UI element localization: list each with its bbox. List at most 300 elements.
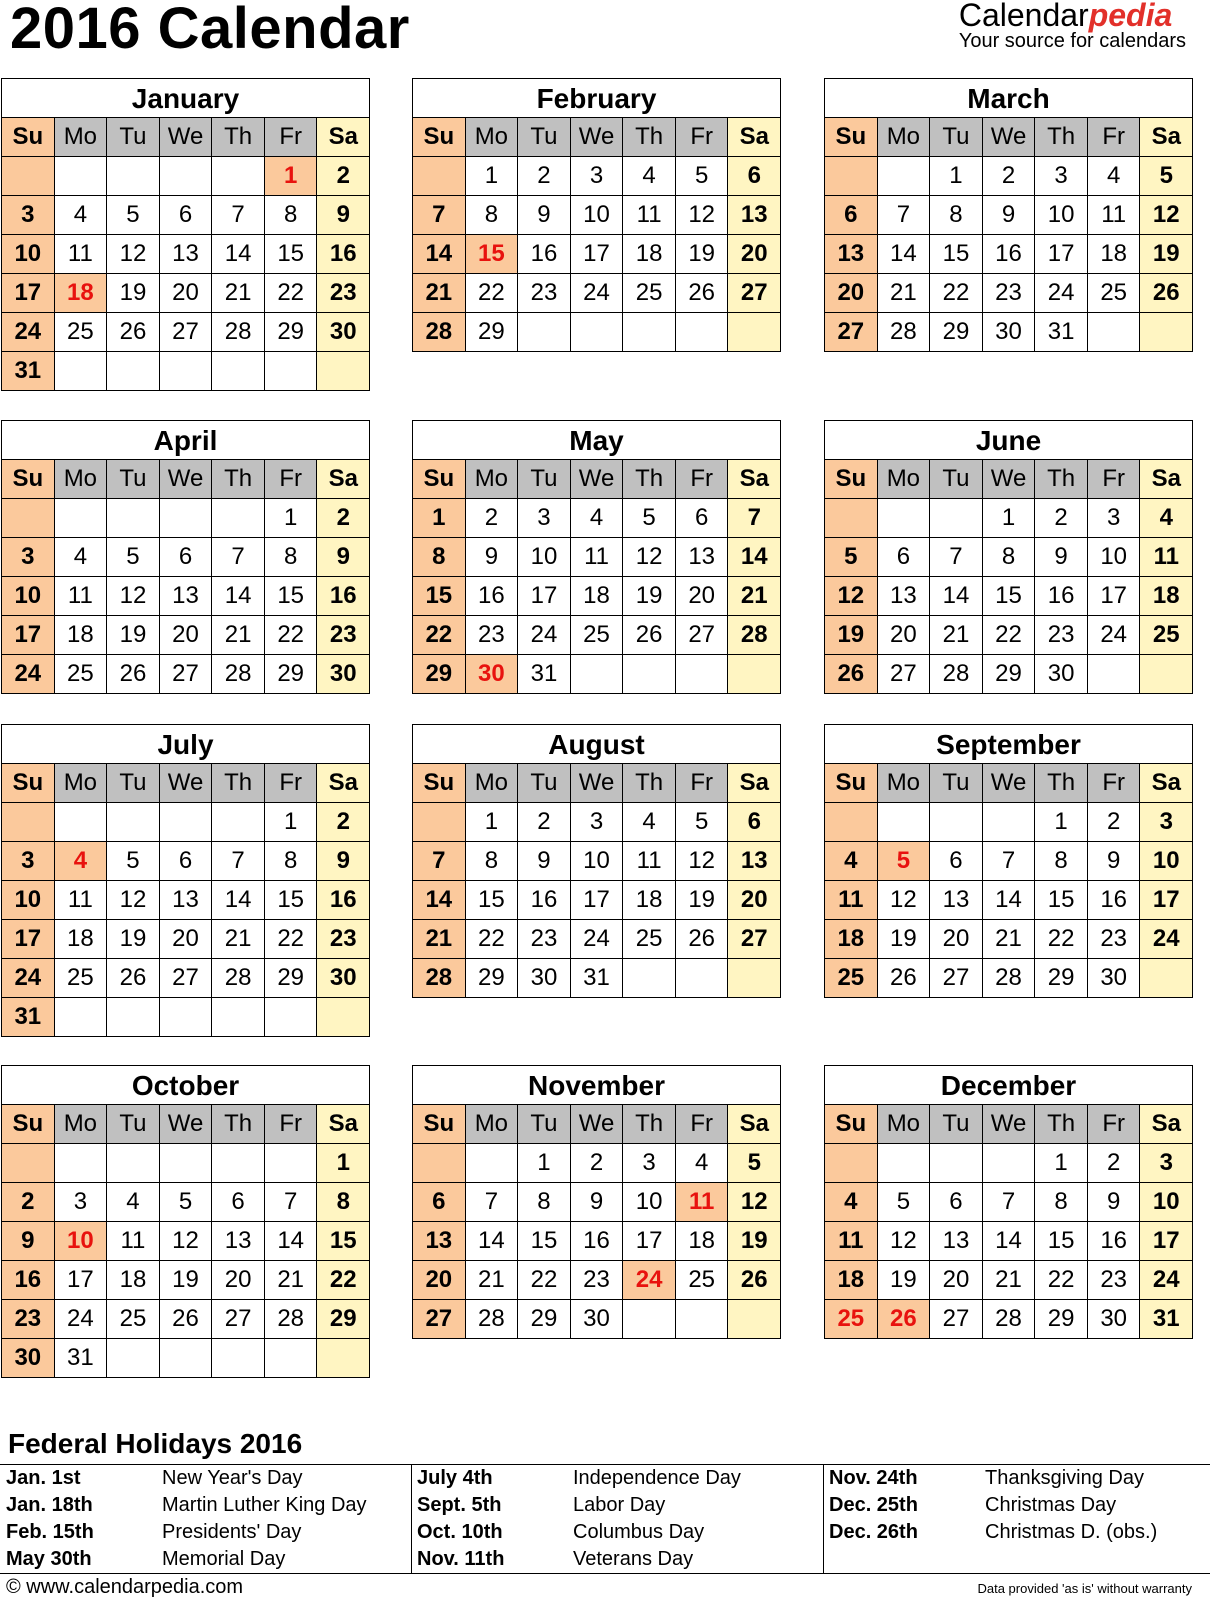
day-cell: 28 <box>212 959 265 997</box>
empty-day-cell <box>55 499 108 537</box>
day-cell: 9 <box>1088 842 1141 880</box>
weekday-header: Fr <box>676 460 729 498</box>
day-cell: 7 <box>983 1183 1036 1221</box>
day-cell: 21 <box>212 616 265 654</box>
weekday-header-row <box>825 1105 1192 1144</box>
day-cell: 16 <box>317 577 369 615</box>
day-cell: 19 <box>878 1261 931 1299</box>
day-cell: 11 <box>55 881 108 919</box>
day-cell: 7 <box>728 499 780 537</box>
day-cell: 14 <box>930 577 983 615</box>
day-cell: 16 <box>317 881 369 919</box>
column-divider <box>823 1465 824 1573</box>
week-row <box>413 1144 780 1183</box>
day-cell: 25 <box>825 1300 878 1338</box>
day-cell: 21 <box>413 274 466 312</box>
empty-day-cell <box>265 998 318 1036</box>
day-cell: 13 <box>160 235 213 273</box>
holiday-row <box>0 1519 400 1546</box>
day-cell: 11 <box>55 235 108 273</box>
holiday-name: Christmas D. (obs.) <box>985 1521 1158 1543</box>
week-row <box>825 655 1192 693</box>
day-cell: 6 <box>676 499 729 537</box>
day-cell: 26 <box>107 959 160 997</box>
empty-day-cell <box>676 313 729 351</box>
day-cell: 17 <box>2 616 55 654</box>
weekday-header: Th <box>1035 460 1088 498</box>
day-cell: 2 <box>1035 499 1088 537</box>
day-cell: 29 <box>317 1300 369 1338</box>
day-cell: 18 <box>1140 577 1192 615</box>
day-cell: 15 <box>265 881 318 919</box>
week-row <box>413 655 780 693</box>
weekday-header: Fr <box>676 118 729 156</box>
weekday-header: We <box>983 764 1036 802</box>
month-name: June <box>825 421 1192 460</box>
day-cell: 11 <box>107 1222 160 1260</box>
day-cell: 10 <box>1140 1183 1192 1221</box>
weekday-header: Mo <box>878 460 931 498</box>
day-cell: 13 <box>160 577 213 615</box>
month-february <box>412 78 781 352</box>
weekday-header: Th <box>623 460 676 498</box>
holiday-row <box>411 1519 811 1546</box>
day-cell: 16 <box>518 235 571 273</box>
empty-day-cell <box>107 1144 160 1182</box>
day-cell: 18 <box>825 920 878 958</box>
weekday-header: We <box>160 118 213 156</box>
weekday-header: Mo <box>55 460 108 498</box>
empty-day-cell <box>413 1144 466 1182</box>
empty-day-cell <box>930 803 983 841</box>
day-cell: 20 <box>878 616 931 654</box>
weekday-header: Su <box>2 118 55 156</box>
day-cell: 15 <box>265 577 318 615</box>
day-cell: 8 <box>265 538 318 576</box>
holiday-name: Independence Day <box>573 1467 741 1489</box>
weekday-header: Su <box>2 460 55 498</box>
day-cell: 7 <box>466 1183 519 1221</box>
week-row <box>2 881 369 920</box>
day-cell: 12 <box>878 1222 931 1260</box>
day-cell: 6 <box>413 1183 466 1221</box>
day-cell: 27 <box>413 1300 466 1338</box>
day-cell: 25 <box>571 616 624 654</box>
weekday-header-row <box>2 460 369 499</box>
week-row <box>825 157 1192 196</box>
day-cell: 21 <box>212 920 265 958</box>
day-cell: 29 <box>983 655 1036 693</box>
empty-day-cell <box>212 998 265 1036</box>
empty-day-cell <box>623 959 676 997</box>
day-cell: 24 <box>571 920 624 958</box>
weekday-header: Mo <box>466 118 519 156</box>
day-cell: 21 <box>466 1261 519 1299</box>
week-row <box>413 196 780 235</box>
day-cell: 29 <box>413 655 466 693</box>
day-cell: 4 <box>107 1183 160 1221</box>
weekday-header: Sa <box>728 460 780 498</box>
column-divider <box>411 1465 412 1573</box>
day-cell: 20 <box>676 577 729 615</box>
empty-day-cell <box>160 157 213 195</box>
day-cell: 8 <box>1035 842 1088 880</box>
weekday-header: Th <box>623 764 676 802</box>
empty-day-cell <box>160 803 213 841</box>
holiday-name: Martin Luther King Day <box>162 1494 367 1516</box>
month-march <box>824 78 1193 352</box>
empty-day-cell <box>55 803 108 841</box>
day-cell: 1 <box>317 1144 369 1182</box>
brand-name-part2: pedia <box>1088 0 1173 33</box>
day-cell: 1 <box>466 803 519 841</box>
empty-day-cell <box>930 499 983 537</box>
day-cell: 17 <box>571 235 624 273</box>
week-row <box>413 1222 780 1261</box>
empty-day-cell <box>930 1144 983 1182</box>
day-cell: 30 <box>317 959 369 997</box>
holiday-row <box>411 1465 811 1492</box>
day-cell: 13 <box>413 1222 466 1260</box>
weekday-header: Mo <box>55 1105 108 1143</box>
day-cell: 11 <box>825 881 878 919</box>
empty-day-cell <box>55 157 108 195</box>
weekday-header: Mo <box>878 1105 931 1143</box>
weekday-header: We <box>160 764 213 802</box>
week-row <box>825 235 1192 274</box>
month-name: November <box>413 1066 780 1105</box>
footer-note: Data provided 'as is' without warranty <box>977 1581 1192 1596</box>
week-row <box>825 1300 1192 1338</box>
day-cell: 3 <box>1140 1144 1192 1182</box>
day-cell: 3 <box>623 1144 676 1182</box>
empty-day-cell <box>212 499 265 537</box>
day-cell: 9 <box>983 196 1036 234</box>
weekday-header: We <box>571 118 624 156</box>
week-row <box>2 616 369 655</box>
day-cell: 31 <box>518 655 571 693</box>
month-september <box>824 724 1193 998</box>
weekday-header: Tu <box>930 118 983 156</box>
empty-day-cell <box>160 352 213 390</box>
day-cell: 24 <box>518 616 571 654</box>
weekday-header: Th <box>212 764 265 802</box>
day-cell: 4 <box>676 1144 729 1182</box>
month-november <box>412 1065 781 1339</box>
day-cell: 14 <box>212 881 265 919</box>
week-row <box>413 959 780 997</box>
day-cell: 5 <box>1140 157 1192 195</box>
day-cell: 23 <box>983 274 1036 312</box>
day-cell: 12 <box>676 196 729 234</box>
day-cell: 6 <box>212 1183 265 1221</box>
month-name: August <box>413 725 780 764</box>
empty-day-cell <box>983 1144 1036 1182</box>
day-cell: 25 <box>1140 616 1192 654</box>
empty-day-cell <box>160 998 213 1036</box>
day-cell: 30 <box>1035 655 1088 693</box>
day-cell: 4 <box>1140 499 1192 537</box>
weekday-header: Tu <box>107 460 160 498</box>
day-cell: 28 <box>878 313 931 351</box>
day-cell: 2 <box>317 803 369 841</box>
day-cell: 25 <box>676 1261 729 1299</box>
weekday-header: Fr <box>265 1105 318 1143</box>
day-cell: 28 <box>983 1300 1036 1338</box>
day-cell: 8 <box>930 196 983 234</box>
week-row <box>2 1261 369 1300</box>
day-cell: 1 <box>413 499 466 537</box>
day-cell: 15 <box>413 577 466 615</box>
day-cell: 22 <box>930 274 983 312</box>
day-cell: 4 <box>1088 157 1141 195</box>
day-cell: 4 <box>825 1183 878 1221</box>
empty-day-cell <box>1088 313 1141 351</box>
day-cell: 7 <box>930 538 983 576</box>
weekday-header: Sa <box>317 460 369 498</box>
day-cell: 20 <box>825 274 878 312</box>
day-cell: 27 <box>676 616 729 654</box>
empty-day-cell <box>1088 655 1141 693</box>
holiday-name: Thanksgiving Day <box>985 1467 1144 1489</box>
day-cell: 10 <box>571 842 624 880</box>
day-cell: 19 <box>676 235 729 273</box>
empty-day-cell <box>413 157 466 195</box>
day-cell: 20 <box>728 235 780 273</box>
day-cell: 21 <box>930 616 983 654</box>
day-cell: 22 <box>265 616 318 654</box>
day-cell: 15 <box>930 235 983 273</box>
day-cell: 3 <box>2 196 55 234</box>
day-cell: 14 <box>466 1222 519 1260</box>
day-cell: 7 <box>212 196 265 234</box>
day-cell: 8 <box>317 1183 369 1221</box>
empty-day-cell <box>160 1339 213 1377</box>
empty-day-cell <box>676 655 729 693</box>
week-row <box>825 842 1192 881</box>
day-cell: 26 <box>676 920 729 958</box>
day-cell: 18 <box>107 1261 160 1299</box>
weekday-header: Fr <box>1088 118 1141 156</box>
month-april <box>1 420 370 694</box>
day-cell: 18 <box>55 920 108 958</box>
weekday-header-row <box>2 764 369 803</box>
day-cell: 2 <box>2 1183 55 1221</box>
holiday-row <box>0 1465 400 1492</box>
day-cell: 8 <box>265 842 318 880</box>
empty-day-cell <box>107 1339 160 1377</box>
day-cell: 10 <box>2 577 55 615</box>
day-cell: 20 <box>160 616 213 654</box>
day-cell: 12 <box>825 577 878 615</box>
week-row <box>2 655 369 693</box>
day-cell: 31 <box>571 959 624 997</box>
day-cell: 26 <box>825 655 878 693</box>
week-row <box>413 920 780 959</box>
day-cell: 1 <box>265 803 318 841</box>
day-cell: 30 <box>983 313 1036 351</box>
day-cell: 9 <box>518 842 571 880</box>
month-june <box>824 420 1193 694</box>
week-row <box>825 616 1192 655</box>
day-cell: 25 <box>1088 274 1141 312</box>
footer-url[interactable]: © www.calendarpedia.com <box>6 1576 244 1598</box>
empty-day-cell <box>107 803 160 841</box>
day-cell: 13 <box>160 881 213 919</box>
day-cell: 1 <box>518 1144 571 1182</box>
holiday-name: Memorial Day <box>162 1548 286 1570</box>
month-name: January <box>2 79 369 118</box>
weekday-header: Mo <box>55 764 108 802</box>
week-row <box>2 1183 369 1222</box>
day-cell: 21 <box>878 274 931 312</box>
day-cell: 19 <box>623 577 676 615</box>
day-cell: 9 <box>466 538 519 576</box>
weekday-header: Tu <box>518 764 571 802</box>
day-cell: 1 <box>983 499 1036 537</box>
empty-day-cell <box>160 1144 213 1182</box>
day-cell: 16 <box>1088 881 1141 919</box>
month-may <box>412 420 781 694</box>
day-cell: 7 <box>878 196 931 234</box>
week-row <box>413 881 780 920</box>
empty-day-cell <box>107 352 160 390</box>
holiday-row <box>823 1492 1210 1519</box>
week-row <box>2 235 369 274</box>
weekday-header: We <box>160 460 213 498</box>
weekday-header: Tu <box>107 764 160 802</box>
day-cell: 8 <box>983 538 1036 576</box>
empty-day-cell <box>2 803 55 841</box>
day-cell: 5 <box>160 1183 213 1221</box>
day-cell: 27 <box>160 655 213 693</box>
day-cell: 3 <box>1035 157 1088 195</box>
day-cell: 9 <box>1035 538 1088 576</box>
day-cell: 7 <box>265 1183 318 1221</box>
day-cell: 10 <box>55 1222 108 1260</box>
day-cell: 12 <box>107 235 160 273</box>
week-row <box>825 1183 1192 1222</box>
week-row <box>2 352 369 390</box>
day-cell: 22 <box>1035 1261 1088 1299</box>
day-cell: 18 <box>825 1261 878 1299</box>
day-cell: 6 <box>728 157 780 195</box>
week-row <box>413 842 780 881</box>
empty-day-cell <box>518 313 571 351</box>
day-cell: 3 <box>2 842 55 880</box>
day-cell: 23 <box>317 920 369 958</box>
day-cell: 2 <box>466 499 519 537</box>
empty-day-cell <box>265 1339 318 1377</box>
holidays-table <box>0 1464 1210 1574</box>
weekday-header: Th <box>623 118 676 156</box>
day-cell: 11 <box>623 196 676 234</box>
empty-day-cell <box>2 499 55 537</box>
month-name: December <box>825 1066 1192 1105</box>
month-name: April <box>2 421 369 460</box>
weekday-header: We <box>983 1105 1036 1143</box>
holiday-name: Presidents' Day <box>162 1521 302 1543</box>
holidays-title: Federal Holidays 2016 <box>8 1428 303 1459</box>
day-cell: 10 <box>2 235 55 273</box>
day-cell: 6 <box>930 1183 983 1221</box>
holiday-date: Jan. 1st <box>6 1467 81 1489</box>
day-cell: 25 <box>825 959 878 997</box>
week-row <box>413 616 780 655</box>
day-cell: 19 <box>676 881 729 919</box>
month-july <box>1 724 370 1037</box>
day-cell: 12 <box>623 538 676 576</box>
week-row <box>413 157 780 196</box>
day-cell: 26 <box>676 274 729 312</box>
holiday-name: New Year's Day <box>162 1467 303 1489</box>
empty-day-cell <box>466 1144 519 1182</box>
week-row <box>2 577 369 616</box>
empty-day-cell <box>317 352 369 390</box>
holiday-date: Sept. 5th <box>417 1494 502 1516</box>
week-row <box>825 959 1192 997</box>
day-cell: 23 <box>317 274 369 312</box>
day-cell: 30 <box>1088 1300 1141 1338</box>
empty-day-cell <box>265 352 318 390</box>
week-row <box>2 157 369 196</box>
day-cell: 30 <box>571 1300 624 1338</box>
week-row <box>825 499 1192 538</box>
day-cell: 26 <box>1140 274 1192 312</box>
day-cell: 19 <box>825 616 878 654</box>
day-cell: 23 <box>571 1261 624 1299</box>
day-cell: 10 <box>1140 842 1192 880</box>
day-cell: 21 <box>265 1261 318 1299</box>
day-cell: 6 <box>160 196 213 234</box>
day-cell: 14 <box>728 538 780 576</box>
week-row <box>413 1300 780 1338</box>
holiday-name: Veterans Day <box>573 1548 694 1570</box>
day-cell: 13 <box>676 538 729 576</box>
day-cell: 30 <box>2 1339 55 1377</box>
weekday-header: Tu <box>930 764 983 802</box>
day-cell: 14 <box>878 235 931 273</box>
day-cell: 20 <box>413 1261 466 1299</box>
weekday-header: We <box>983 460 1036 498</box>
weekday-header: Su <box>413 1105 466 1143</box>
day-cell: 29 <box>930 313 983 351</box>
weekday-header: Sa <box>1140 118 1192 156</box>
day-cell: 7 <box>212 538 265 576</box>
day-cell: 22 <box>466 920 519 958</box>
day-cell: 23 <box>1088 920 1141 958</box>
day-cell: 15 <box>317 1222 369 1260</box>
weekday-header: Sa <box>317 1105 369 1143</box>
day-cell: 29 <box>265 313 318 351</box>
weekday-header: Th <box>1035 1105 1088 1143</box>
day-cell: 17 <box>55 1261 108 1299</box>
day-cell: 12 <box>878 881 931 919</box>
day-cell: 27 <box>160 959 213 997</box>
weekday-header: Tu <box>518 460 571 498</box>
day-cell: 29 <box>466 313 519 351</box>
day-cell: 27 <box>930 1300 983 1338</box>
day-cell: 24 <box>623 1261 676 1299</box>
holiday-date: July 4th <box>417 1467 493 1489</box>
day-cell: 26 <box>878 959 931 997</box>
week-row <box>2 920 369 959</box>
week-row <box>825 881 1192 920</box>
day-cell: 26 <box>107 313 160 351</box>
day-cell: 13 <box>878 577 931 615</box>
day-cell: 1 <box>1035 803 1088 841</box>
day-cell: 25 <box>623 920 676 958</box>
